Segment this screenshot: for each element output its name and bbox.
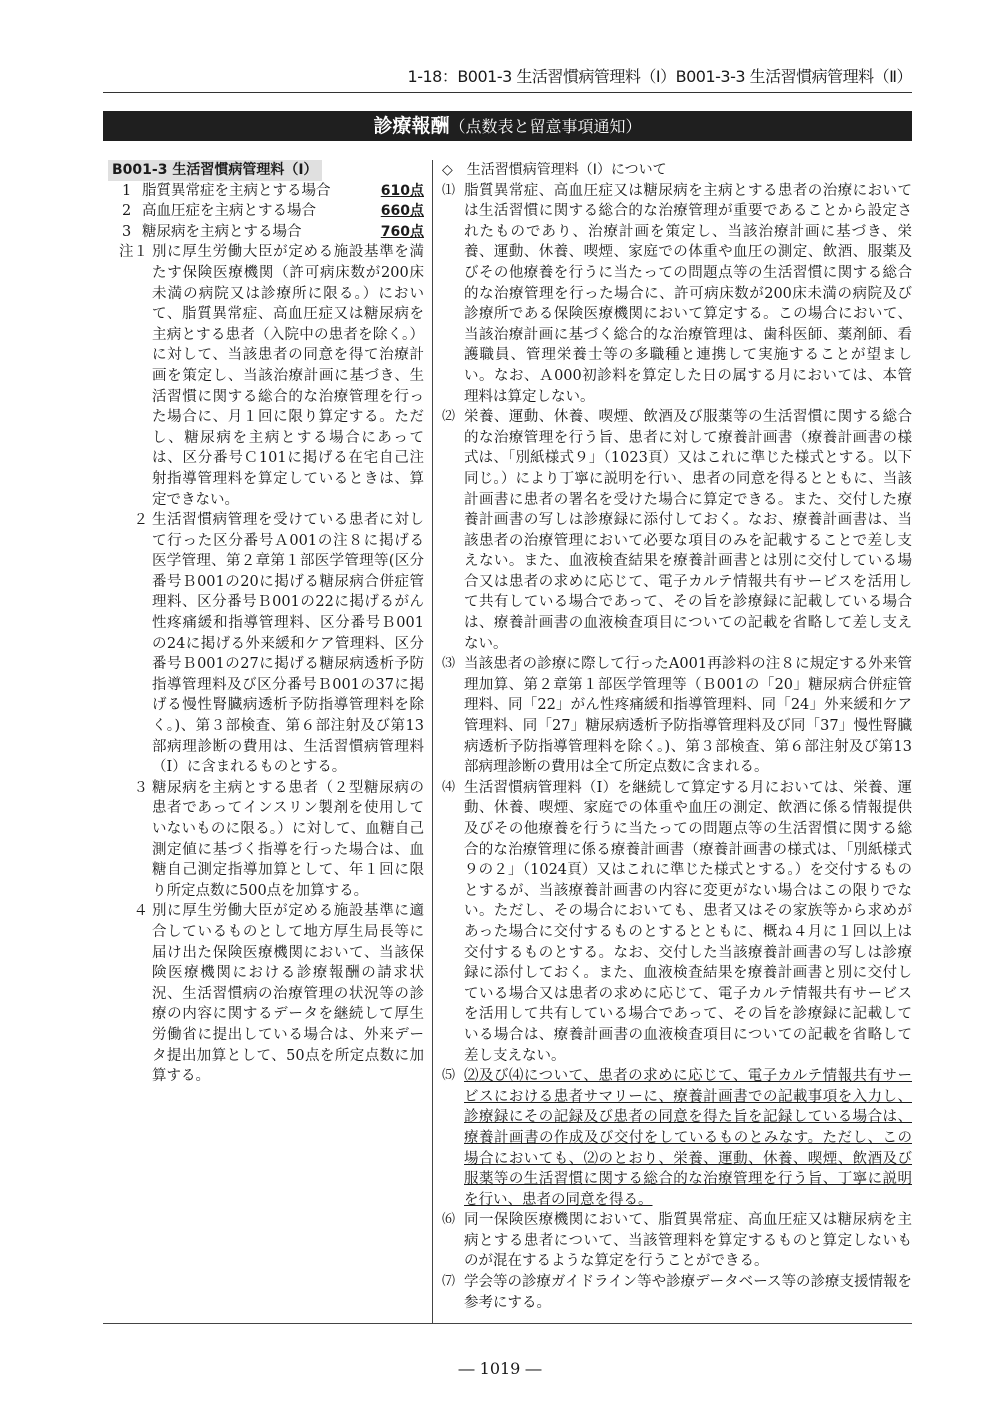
paragraph bbox=[442, 778, 912, 1066]
fee-points: 610点 bbox=[380, 182, 424, 199]
paragraph-label: ⑹ bbox=[442, 1212, 456, 1228]
banner-title: 診療報酬 bbox=[373, 115, 450, 137]
fee-label: 脂質異常症を主病とする場合 bbox=[142, 182, 331, 199]
fee-row bbox=[108, 222, 424, 243]
paragraph-text: 栄養、運動、休養、喫煙、飲酒及び服薬等の生活習慣に関する総合的な治療管理を行う旨、患者に対して療養計画書（療養計画書の様式は、「別紙様式９」（1023頁）又はこれに準じた様式とする。以下同じ。）により丁寧に説明を行い、患者の同意を得るとともに、当該計画書に患者の署名を受けた場合に算定できる。また、交付した療養計画書の写しは診療録に添付しておく。なお、療養計画書は、当該患者の治療管理において必要な項目のみを記載することで差し支えない。また、血液検査結果を療養計画書とは別に交付している場合又は患者の求めに応じて、電子カルテ情報共有サービスを活用して共有している場合であって、その旨を診療録に記載している場合は、療養計画書の血液検査項目についての記載を省略して差し支えない。 bbox=[464, 409, 912, 652]
note-label: ２ bbox=[133, 512, 148, 529]
note-item bbox=[108, 778, 424, 902]
fee-label: 糖尿病を主病とする場合 bbox=[142, 223, 302, 240]
note-text: 糖尿病を主病とする患者（２型糖尿病の患者であってインスリン製剤を使用していないものに限る。）に対して、血糖自己測定値に基づく指導を行った場合は、血糖自己測定指導加算として、年１回に限り所定点数に500点を加算する。 bbox=[152, 779, 424, 899]
paragraph-text: 同一保険医療機関において、脂質異常症、高血圧症又は糖尿病を主病とする患者について、当該管理料を算定するものと算定しないものが混在するような算定を行うことができる。 bbox=[464, 1212, 912, 1270]
paragraph bbox=[442, 181, 912, 408]
paragraph-label: ⑵ bbox=[442, 409, 456, 425]
note-label: ４ bbox=[133, 903, 148, 920]
right-section-title: ◇ 生活習慣病管理料（Ⅰ）について bbox=[442, 162, 667, 178]
left-column bbox=[108, 160, 424, 1087]
fee-points: 760点 bbox=[380, 223, 424, 240]
paragraph-label: ⑸ bbox=[442, 1068, 456, 1084]
left-section-title: B001-3 生活習慣病管理料（Ⅰ） bbox=[108, 160, 322, 181]
paragraph-label: ⑷ bbox=[442, 779, 456, 795]
page-number: ― 1019 ― bbox=[458, 1359, 542, 1378]
paragraph-text: 脂質異常症、高血圧症又は糖尿病を主病とする患者の治療においては生活習慣に関する総合的な治療管理が重要であることから設定されたものであり、治療計画を策定し、当該治療計画に基づき、栄養、運動、休養、喫煙、家庭での体重や血圧の測定、飲酒、服薬及びその他療養を行うに当たっての問題点等の生活習慣に関する総合的な治療管理を行った場合に、許可病床数が200床未満の病院及び診療所である保険医療機関において算定する。この場合において、当該治療計画に基づく総合的な治療管理は、歯科医師、薬剤師、看護職員、管理栄養士等の多職種と連携して実施することが望ましい。なお、Ａ000初診料を算定した日の属する月においては、本管理料は算定しない。 bbox=[464, 182, 912, 405]
paragraph bbox=[442, 1272, 912, 1313]
section-banner bbox=[103, 111, 912, 141]
paragraph bbox=[442, 654, 912, 778]
paragraph-label: ⑶ bbox=[442, 656, 456, 672]
fee-label: 高血圧症を主病とする場合 bbox=[142, 203, 316, 220]
paragraph-text: 生活習慣病管理料（Ⅰ）を継続して算定する月においては、栄養、運動、休養、喫煙、家庭での体重や血圧の測定、飲酒に係る情報提供及びその他療養を行うに当たっての問題点等の生活習慣に関する総合的な治療管理に係る療養計画書（療養計画書の様式は、「別紙様式９の２」（1024頁）又はこれに準じた様式とする。）を交付するものとするが、当該療養計画書の内容に変更がない場合はこの限りでない。ただし、その場合においても、患者又はその家族等から求めがあった場合に交付するものとするとともに、概ね４月に１回以上は交付するものとする。なお、交付した当該療養計画書の写しは診療録に添付しておく。また、血液検査結果を療養計画書と別に交付している場合又は患者の求めに応じて、電子カルテ情報共有サービスを活用して共有している場合であって、その旨を診療録に記載している場合は、療養計画書の血液検査項目についての記載を省略して差し支えない。 bbox=[464, 779, 912, 1064]
right-column bbox=[442, 160, 912, 1313]
paragraph-label: ⑴ bbox=[442, 182, 456, 198]
running-header: 1-18：B001-3 生活習慣病管理料（Ⅰ）B001-3-3 生活習慣病管理料（Ⅱ） bbox=[103, 62, 912, 93]
note-label: 注１ bbox=[119, 244, 148, 261]
bottom-rule bbox=[103, 1323, 912, 1324]
paragraph bbox=[442, 1066, 912, 1210]
note-label: ３ bbox=[133, 779, 148, 796]
note-text: 別に厚生労働大臣が定める施設基準に適合しているものとして地方厚生局長等に届け出た保険医療機関において、当該保険医療機関における診療報酬の請求状況、生活習慣病の治療管理の状況等の診療の内容に関するデータを継続して厚生労働省に提出している場合は、外来データ提出加算として、50点を所定点数に加算する。 bbox=[152, 903, 424, 1085]
banner-subtitle: （点数表と留意事項通知） bbox=[449, 117, 642, 136]
column-divider bbox=[432, 160, 433, 1323]
note-text: 生活習慣病管理を受けている患者に対して行った区分番号Ａ001の注８に掲げる医学管理、第２章第１部医学管理等(区分番号Ｂ001の20に掲げる糖尿病合併症管理料、区分番号Ｂ001の22に掲げるがん性疼痛緩和指導管理料、区分番号Ｂ001の24に掲げる外来緩和ケア管理料、区分番号Ｂ001の27に掲げる糖尿病透析予防指導管理料及び区分番号Ｂ001の37に掲げる慢性腎臓病透析予防指導管理料を除く。)、第３部検査、第６部注射及び第13部病理診断の費用は、生活習慣病管理料（Ⅰ）に含まれるものとする。 bbox=[152, 512, 424, 776]
fee-row bbox=[108, 181, 424, 202]
paragraph-text: 当該患者の診療に際して行ったA001再診料の注８に規定する外来管理加算、第２章第１部医学管理等（Ｂ001の「20」糖尿病合併症管理料、同「22」がん性疼痛緩和指導管理料、同「24」外来緩和ケア管理料、同「27」糖尿病透析予防指導管理料及び同「37」慢性腎臓病透析予防指導管理料を除く。)、第３部検査、第６部注射及び第13部病理診断の費用は全て所定点数に含まれる。 bbox=[464, 656, 912, 776]
note-item bbox=[108, 242, 424, 510]
paragraph bbox=[442, 1210, 912, 1272]
fee-row bbox=[108, 201, 424, 222]
note-item bbox=[108, 901, 424, 1086]
note-item bbox=[108, 510, 424, 778]
fee-points: 660点 bbox=[380, 203, 424, 220]
paragraph bbox=[442, 407, 912, 654]
paragraph-text: 学会等の診療ガイドライン等や診療データベース等の診療支援情報を参考にする。 bbox=[464, 1274, 912, 1311]
fee-number: 1 bbox=[122, 182, 132, 199]
fee-number: 3 bbox=[122, 223, 132, 240]
fee-number: 2 bbox=[122, 203, 132, 220]
note-text: 別に厚生労働大臣が定める施設基準を満たす保険医療機関（許可病床数が200床未満の病院又は診療所に限る。）において、脂質異常症、高血圧症又は糖尿病を主病とする患者（入院中の患者を除く。）に対して、当該患者の同意を得て治療計画を策定し、当該治療計画に基づき、生活習慣に関する総合的な治療管理を行った場合に、月１回に限り算定する。ただし、糖尿病を主病とする場合にあっては、区分番号Ｃ101に掲げる在宅自己注射指導管理料を算定しているときは、算定できない。 bbox=[152, 244, 424, 508]
paragraph-label: ⑺ bbox=[442, 1274, 456, 1290]
paragraph-text: ⑵及び⑷について、患者の求めに応じて、電子カルテ情報共有サービスにおける患者サマリーに、療養計画書での記載事項を入力し、診療録にその記録及び患者の同意を得た旨を記録している場合は、療養計画書の作成及び交付をしているものとみなす。ただし、この場合においても、⑵のとおり、栄養、運動、休養、喫煙、飲酒及び服薬等の生活習慣に関する総合的な治療管理を行う旨、丁寧に説明を行い、患者の同意を得る。 bbox=[464, 1068, 912, 1208]
